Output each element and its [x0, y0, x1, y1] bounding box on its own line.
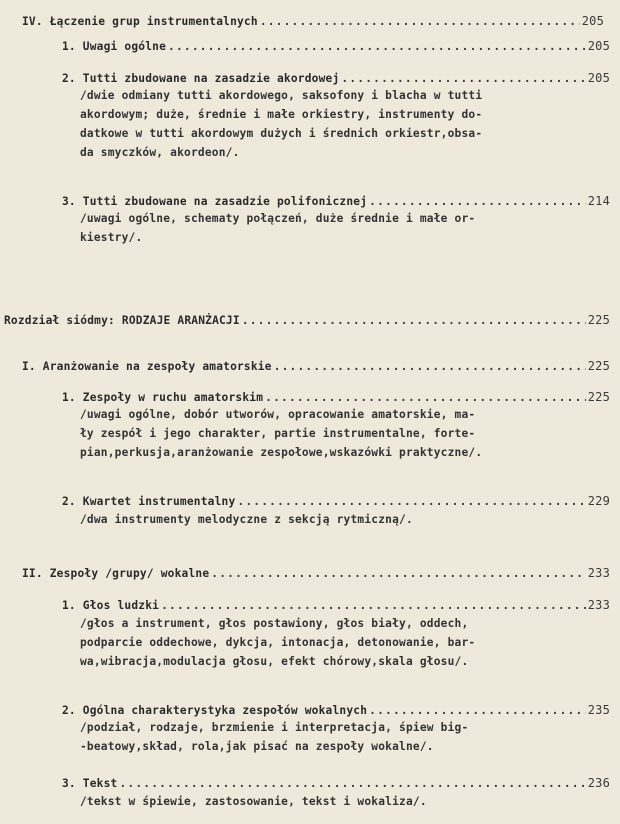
toc-entry-title: 3. Tekst — [62, 777, 118, 790]
toc-entry-page: 205 — [587, 71, 610, 85]
toc-entry-ii-3 — [62, 774, 610, 792]
leader-dots — [119, 775, 585, 793]
toc-entry-section-i — [22, 357, 610, 375]
toc-entry-page: 235 — [587, 703, 610, 717]
toc-entry-description: ły zespół i jego charakter, partie instrumentalne, forte- — [80, 427, 476, 440]
leader-dots — [274, 358, 586, 376]
toc-entry-iv-1 — [62, 37, 610, 55]
toc-entry-section-iv — [22, 12, 604, 30]
toc-entry-title: 1. Głos ludzki — [62, 599, 160, 612]
toc-entry-chapter-7 — [4, 311, 610, 329]
toc-entry-description: kiestry/. — [80, 231, 143, 244]
toc-entry-page: 229 — [587, 494, 610, 508]
toc-entry-title: 2. Tutti zbudowane na zasadzie akordowej — [62, 72, 340, 85]
toc-entry-page: 225 — [587, 313, 610, 327]
toc-entry-title: II. Zespoły /grupy/ wokalne — [22, 567, 210, 580]
toc-entry-description: da smyczków, akordeon/. — [80, 146, 240, 159]
toc-entry-title: 1. Zespoły w ruchu amatorskim — [62, 391, 264, 404]
toc-entry-description: datkowe w tutti akordowym dużych i średnich orkiestr,obsa- — [80, 127, 483, 140]
toc-entry-section-ii — [22, 564, 610, 582]
toc-entry-title: 2. Kwartet instrumentalny — [62, 495, 236, 508]
leader-dots — [211, 565, 585, 583]
toc-entry-title: 3. Tutti zbudowane na zasadzie polifonicznej — [62, 195, 368, 208]
toc-entry-description: wa,wibracja,modulacja głosu, efekt chórowy,skala głosu/. — [80, 655, 469, 668]
toc-entry-description: /uwagi ogólne, dobór utworów, opracowanie amatorskie, ma- — [80, 408, 476, 421]
toc-entry-page: 205 — [587, 39, 610, 53]
toc-entry-description: pian,perkusja,aranżowanie zespołowe,wskazówki praktyczne/. — [80, 446, 483, 459]
leader-dots — [369, 193, 586, 211]
toc-entry-description: /tekst w śpiewie, zastosowanie, tekst i wokaliza/. — [80, 795, 427, 808]
leader-dots — [260, 13, 580, 31]
toc-entry-title: IV. Łączenie grup instrumentalnych — [22, 15, 258, 28]
leader-dots — [242, 312, 586, 330]
toc-entry-iv-2 — [62, 69, 610, 87]
toc-entry-iv-3 — [62, 192, 610, 210]
toc-entry-title: 1. Uwagi ogólne — [62, 40, 167, 53]
leader-dots — [341, 70, 585, 88]
toc-entry-page: 233 — [587, 566, 610, 580]
toc-entry-description: podparcie oddechowe, dykcja, intonacja, detonowanie, bar- — [80, 636, 476, 649]
leader-dots — [369, 702, 586, 720]
toc-entry-title: 2. Ogólna charakterystyka zespołów wokalnych — [62, 704, 368, 717]
toc-entry-ii-1 — [62, 596, 610, 614]
toc-entry-page: 236 — [587, 776, 610, 790]
toc-entry-description: /dwa instrumenty melodyczne z sekcją rytmiczną/. — [80, 513, 413, 526]
toc-entry-page: 225 — [587, 390, 610, 404]
toc-entry-title: Rozdział siódmy: RODZAJE ARANŻACJI — [4, 314, 240, 327]
toc-entry-description: /podział, rodzaje, brzmienie i interpretacja, śpiew big- — [80, 721, 469, 734]
toc-entry-i-2 — [62, 492, 610, 510]
toc-entry-title: I. Aranżowanie na zespoły amatorskie — [22, 360, 272, 373]
toc-entry-description: /głos a instrument, głos postawiony, głos biały, oddech, — [80, 617, 469, 630]
toc-entry-description: /uwagi ogólne, schematy połączeń, duże średnie i małe or- — [80, 212, 476, 225]
toc-entry-ii-2 — [62, 701, 610, 719]
toc-entry-page: 214 — [587, 194, 610, 208]
toc-entry-description: -beatowy,skład, rola,jak pisać na zespoły wokalne/. — [80, 740, 434, 753]
leader-dots — [161, 597, 586, 615]
toc-entry-page: 205 — [581, 14, 604, 28]
leader-dots — [237, 493, 585, 511]
toc-entry-page: 225 — [587, 359, 610, 373]
leader-dots — [168, 38, 586, 56]
toc-entry-i-1 — [62, 388, 610, 406]
toc-entry-description: akordowym; duże, średnie i małe orkiestry, instrumenty do- — [80, 108, 483, 121]
toc-entry-page: 233 — [587, 598, 610, 612]
leader-dots — [265, 389, 586, 407]
toc-entry-description: /dwie odmiany tutti akordowego, saksofony i blacha w tutti — [80, 89, 483, 102]
